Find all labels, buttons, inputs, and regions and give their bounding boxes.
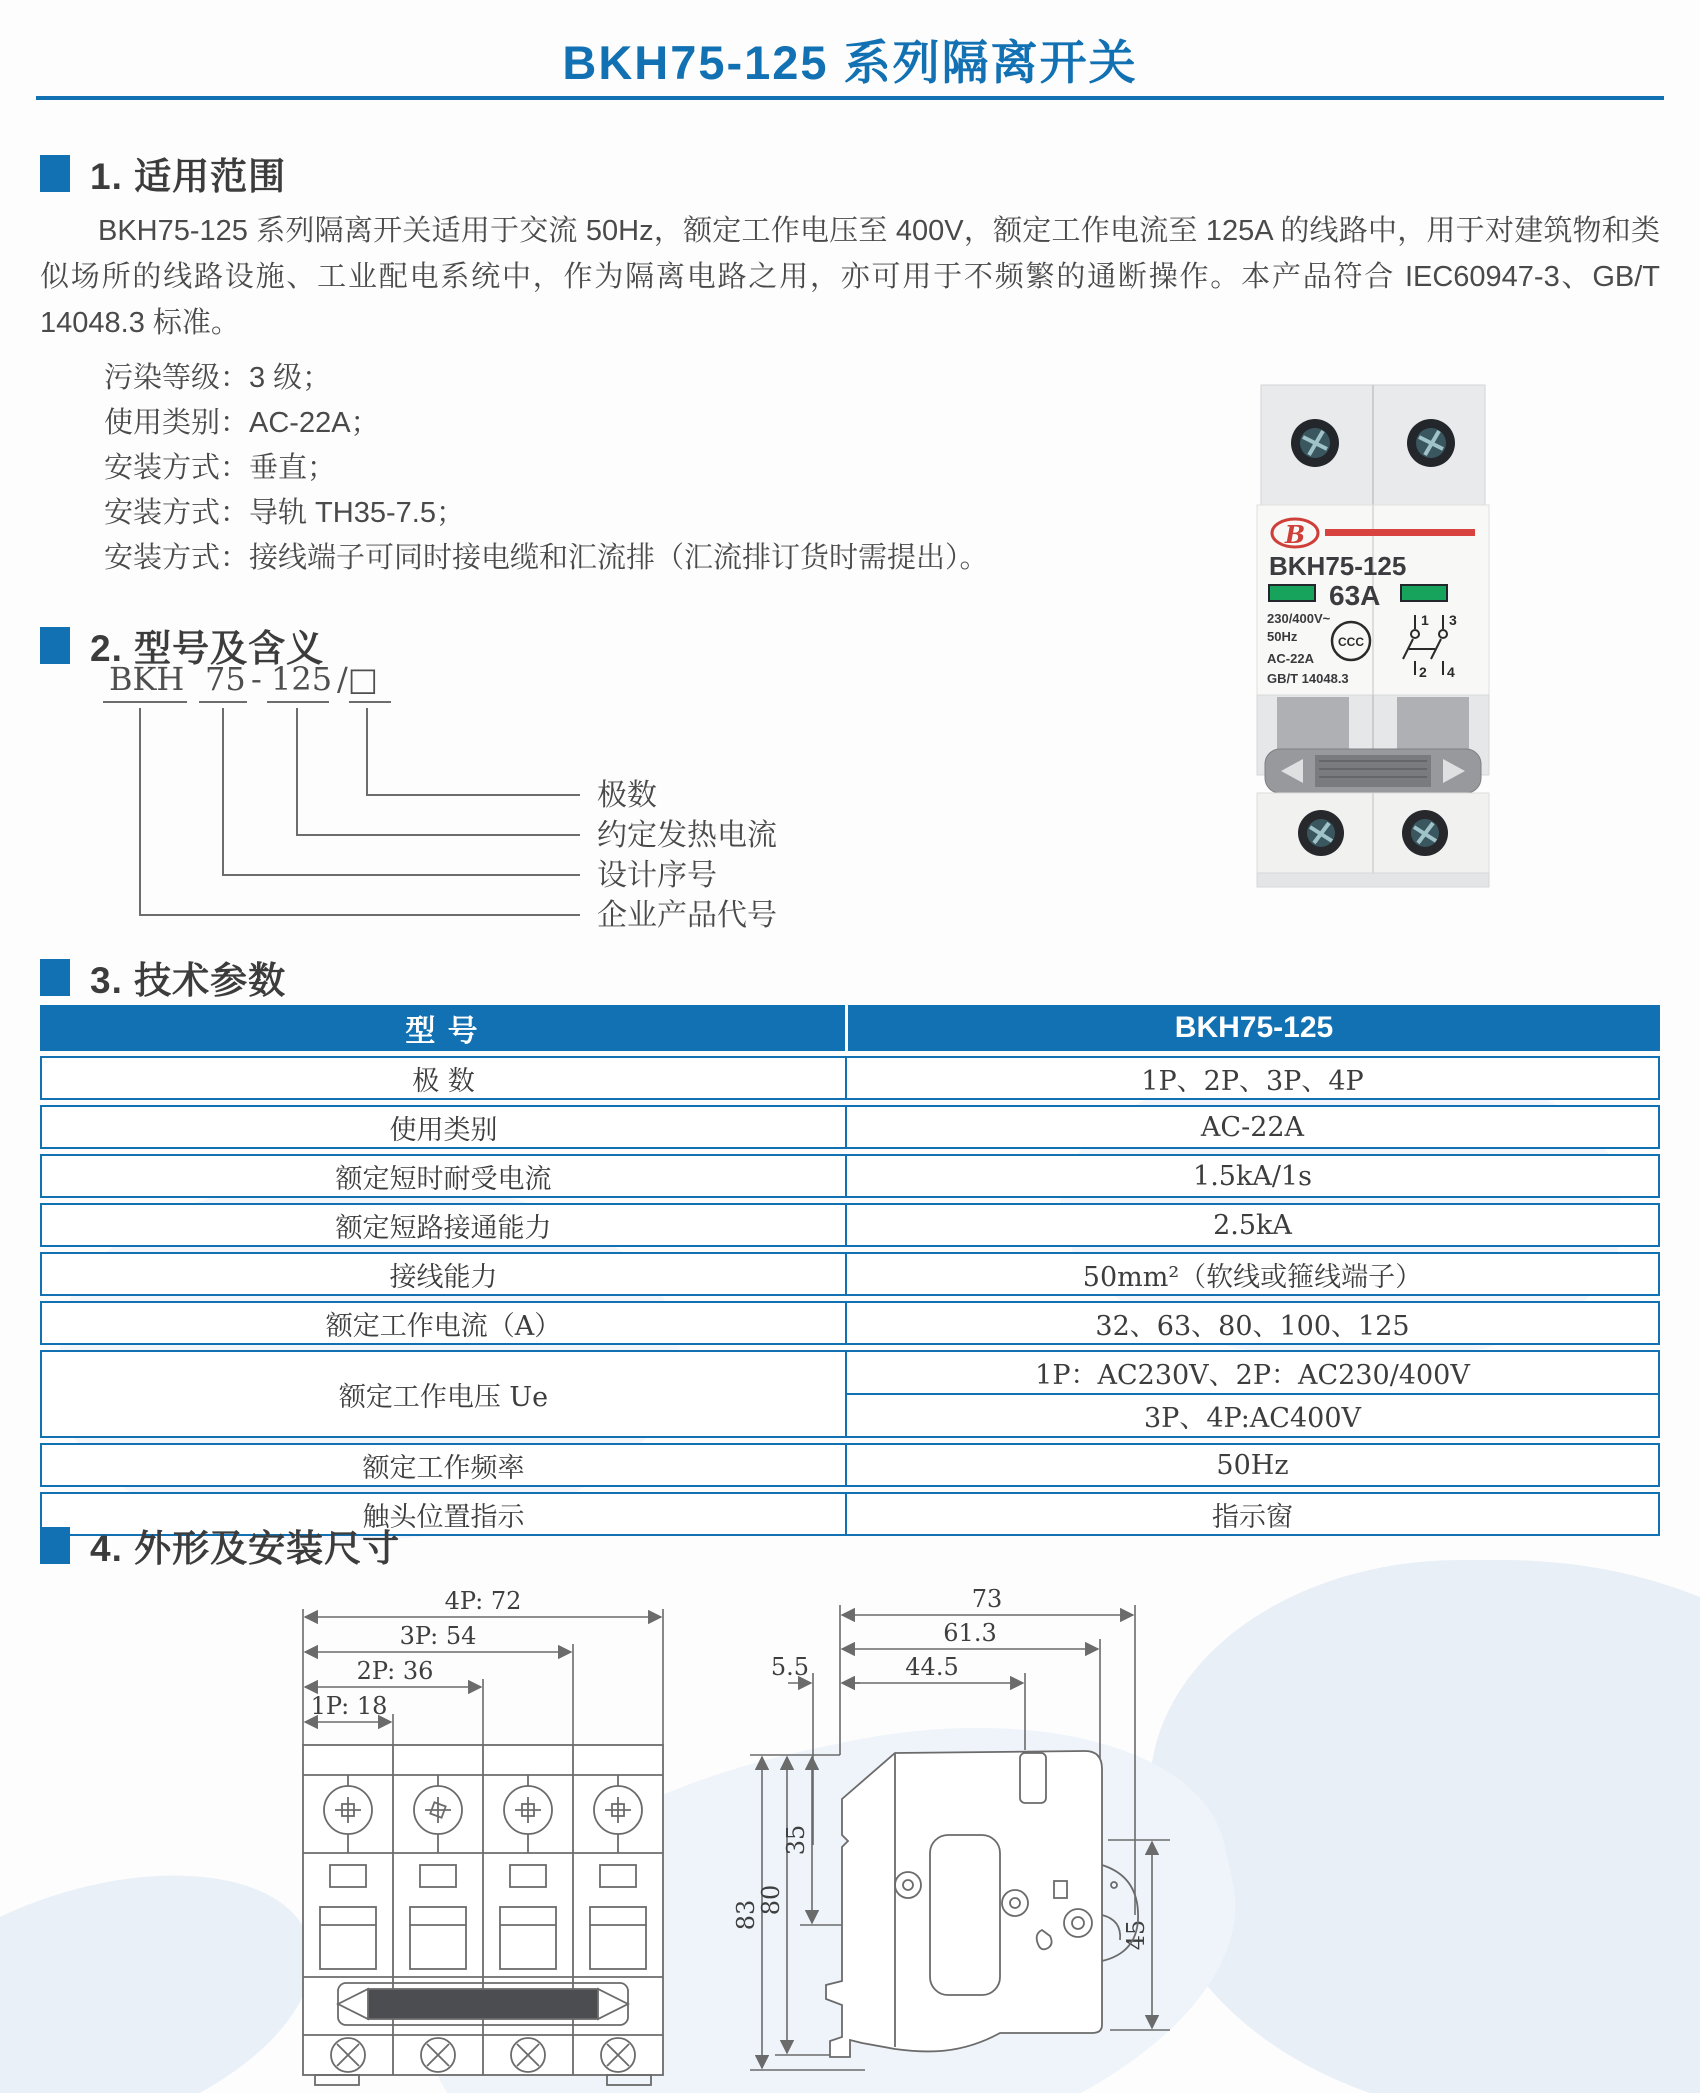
row-value: 1.5kA/1s: [1193, 1160, 1312, 1192]
dim-61-3: 61.3: [943, 1619, 997, 1647]
section-1-heading: [40, 146, 286, 200]
section-square-icon: [40, 959, 70, 996]
dim-80: 80: [757, 1884, 785, 1916]
section-4-heading-text: 4. 外形及安装尺寸: [90, 1528, 401, 1569]
row-value: 50Hz: [1216, 1449, 1289, 1481]
model-seq: 75: [205, 660, 246, 698]
product-frequency-label: 50Hz: [1267, 629, 1298, 644]
product-model-label: BKH75-125: [1269, 551, 1407, 581]
spec-bullet-list: [104, 356, 989, 581]
section-4-heading: [40, 1518, 400, 1572]
breaker-top-terminal: [1261, 385, 1485, 505]
section-3-heading: [40, 950, 286, 1004]
row-value-top: 1P：AC230V、2P：AC230/400V: [847, 1352, 1658, 1395]
pole-number-4: 4: [1447, 664, 1455, 680]
breaker-handle-zone: [1257, 695, 1489, 793]
row-value: 1P、2P、3P、4P: [1141, 1065, 1364, 1097]
page-title: BKH75-125 系列隔离开关: [562, 36, 1138, 89]
row-label: 额定短时耐受电流: [42, 1156, 847, 1196]
bullet-mounting-rail: 安装方式：导轨 TH35-7.5；: [104, 497, 465, 529]
dim-44-5: 44.5: [905, 1653, 959, 1681]
row-label: 额定工作电流（A）: [42, 1303, 847, 1343]
row-value: 32、63、80、100、125: [1095, 1310, 1410, 1342]
row-label: 接线能力: [42, 1254, 847, 1294]
model-label-design-serial: 设计序号: [597, 858, 717, 893]
breaker-bottom-terminal: [1257, 793, 1489, 887]
table-row: [40, 1252, 1660, 1296]
row-label: 触头位置指示: [42, 1494, 847, 1534]
product-category-label: AC-22A: [1267, 651, 1314, 666]
section-2-heading-text: 2. 型号及含义: [90, 628, 325, 669]
section-square-icon: [40, 1527, 70, 1564]
tech-parameter-table: [40, 1005, 1660, 1541]
pole-number-2: 2: [1419, 664, 1427, 680]
product-photo: [1243, 383, 1503, 893]
pole-number-1: 1: [1421, 612, 1429, 628]
product-voltage-label: 230/400V~: [1267, 611, 1331, 626]
section-1-heading-text: 1. 适用范围: [90, 156, 287, 197]
product-rating-label: 63A: [1329, 580, 1381, 611]
dim-45: 45: [1122, 1919, 1150, 1951]
table-header-model: 型 号: [40, 1005, 848, 1051]
dim-73: 73: [971, 1585, 1003, 1613]
ccc-mark: CCC: [1338, 635, 1364, 649]
table-header-row: [40, 1005, 1660, 1051]
row-label: 使用类别: [42, 1107, 847, 1147]
product-standard-label: GB/T 14048.3: [1267, 671, 1349, 686]
row-label: 极 数: [42, 1058, 847, 1098]
section-3-heading-text: 3. 技术参数: [90, 960, 287, 1001]
front-view-drawing: [283, 1585, 683, 2090]
table-row: [40, 1443, 1660, 1487]
model-label-poles: 极数: [597, 778, 657, 813]
front-view-body: [303, 1745, 663, 2085]
row-value: 2.5kA: [1213, 1209, 1292, 1241]
pole-number-3: 3: [1449, 612, 1457, 628]
watermark-blob: [1150, 1560, 1700, 2093]
table-row: [40, 1056, 1660, 1100]
side-view-drawing: [690, 1585, 1190, 2090]
dim-4p: 4P: 72: [444, 1587, 522, 1615]
table-header-value: BKH75-125: [1174, 1011, 1334, 1044]
breaker-face: [1257, 505, 1489, 695]
model-current: 125: [271, 660, 333, 698]
title-divider: [36, 96, 1664, 100]
dim-35: 35: [782, 1824, 810, 1856]
table-row: [40, 1154, 1660, 1198]
bullet-mounting-terminal: 安装方式：接线端子可同时接电缆和汇流排（汇流排订货时需提出）。: [104, 542, 989, 574]
dim-1p: 1P: 18: [310, 1692, 388, 1720]
model-code: BKH: [109, 660, 185, 698]
brand-logo-letter: B: [1284, 520, 1306, 549]
table-row-voltage: [40, 1350, 1660, 1438]
table-row: [40, 1203, 1660, 1247]
dim-5-5: 5.5: [770, 1653, 810, 1681]
model-label-heating-current: 约定发热电流: [597, 818, 777, 853]
row-label: 额定短路接通能力: [42, 1205, 847, 1245]
row-value: 50mm²（软线或箍线端子）: [1082, 1261, 1423, 1293]
model-dash: -: [251, 660, 262, 698]
dim-3p: 3P: 54: [399, 1622, 477, 1650]
row-label: 额定工作电压 Ue: [42, 1352, 847, 1436]
row-label: 额定工作频率: [42, 1445, 847, 1485]
row-value-bottom: 3P、4P:AC400V: [1143, 1403, 1361, 1434]
bullet-utilization-category: 使用类别：AC-22A；: [104, 407, 380, 439]
model-meaning-diagram: [95, 660, 815, 960]
row-value: AC-22A: [1200, 1111, 1305, 1143]
section-square-icon: [40, 627, 70, 664]
dim-2p: 2P: 36: [356, 1657, 434, 1685]
row-value: 指示窗: [1212, 1501, 1293, 1533]
row-value-stack: [847, 1352, 1658, 1436]
model-label-product-code: 企业产品代号: [597, 898, 777, 933]
table-row: [40, 1301, 1660, 1345]
model-pole: /□: [337, 660, 379, 698]
table-row: [40, 1105, 1660, 1149]
intro-paragraph: BKH75-125 系列隔离开关适用于交流 50Hz，额定工作电压至 400V，额定工作电流至 125A 的线路中，用于对建筑物和类似场所的线路设施、工业配电系统中，作为隔离电路之用，亦可用于不频繁的通断操作。本产品符合 IEC60947-3、GB/T 14048.3 标准。: [40, 215, 1660, 339]
bullet-mounting-vertical: 安装方式：垂直；: [104, 452, 337, 484]
dim-83: 83: [732, 1899, 760, 1931]
section-square-icon: [40, 155, 70, 192]
side-view-body: [826, 1751, 1138, 2057]
bullet-pollution-degree: 污染等级：3 级；: [104, 362, 332, 394]
